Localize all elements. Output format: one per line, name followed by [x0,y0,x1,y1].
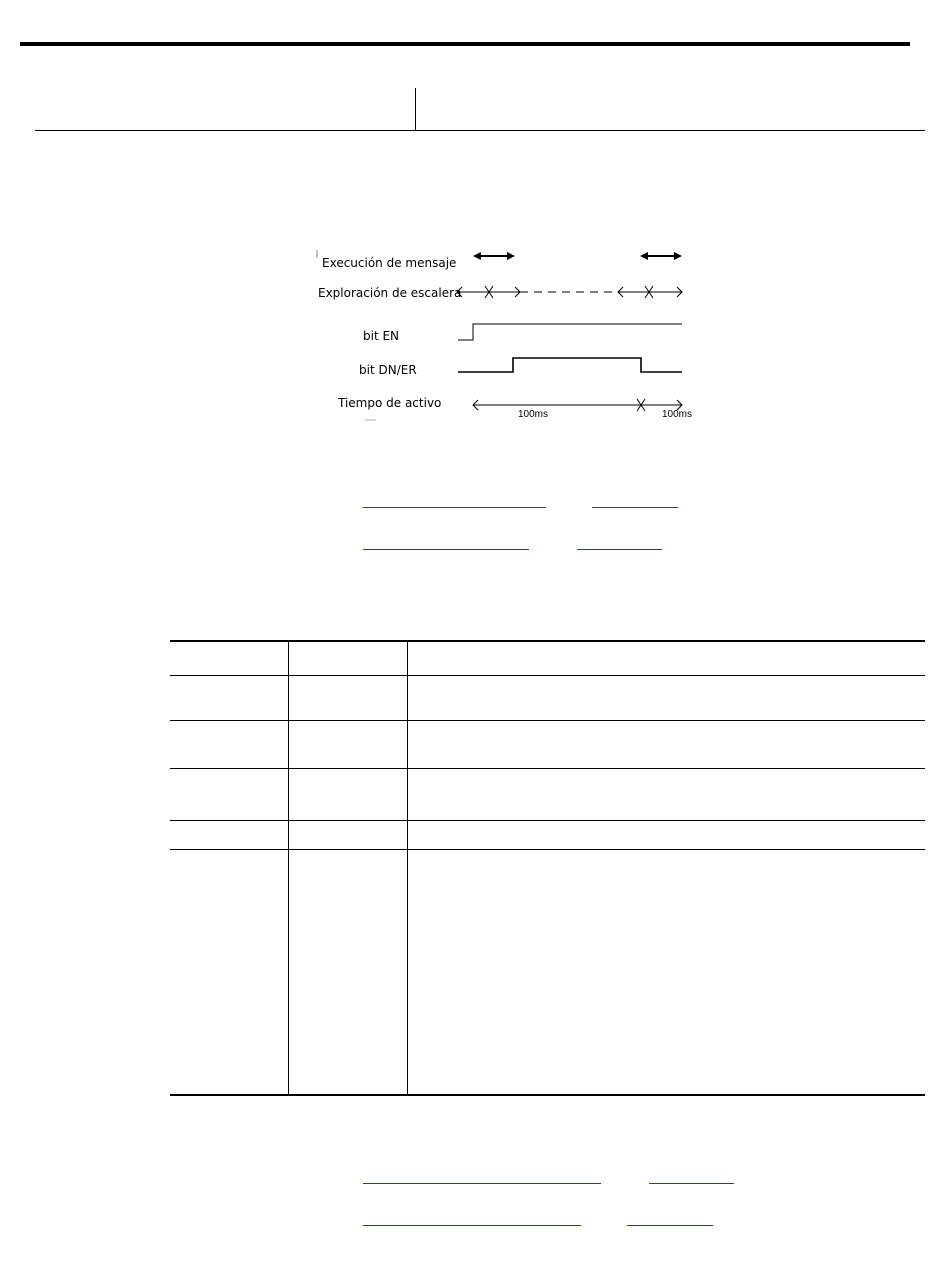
header-bottom-rule [35,130,925,131]
table-cell [289,849,408,1095]
message-execution-arrow-1 [473,252,515,260]
table-cell [408,641,926,675]
ladder-scan-label: Exploración de escalera [318,286,462,300]
page-reference-link[interactable] [627,1225,713,1226]
cross-reference-link[interactable] [363,1225,581,1226]
active-time-tick-label: 100ms [662,409,693,420]
en-bit-waveform [458,324,682,340]
table-cell [170,849,289,1095]
active-time-line [473,399,682,411]
header-divider [415,88,416,131]
parameter-table [170,640,925,1096]
cross-reference-link[interactable] [363,1183,601,1184]
table-cell [289,675,408,720]
table-row [170,849,925,1095]
dn-er-bit-waveform [458,358,682,372]
table-cell [408,675,926,720]
table-cell [408,720,926,768]
table-cell [289,768,408,820]
cross-reference-link[interactable] [363,549,529,550]
cross-reference-link[interactable] [363,507,546,508]
table-header-row [170,641,925,675]
table-cell [408,768,926,820]
message-execution-arrow-2 [640,252,682,260]
table-cell [170,641,289,675]
table-cell [289,820,408,849]
timing-diagram [310,240,710,430]
page-top-rule [20,42,910,46]
table-cell [289,720,408,768]
table-cell [170,675,289,720]
table-cell [289,641,408,675]
message-execution-label: Execución de mensaje [322,256,457,270]
active-time-label: Tiempo de activo [338,396,442,410]
en-bit-label: bit EN [363,329,400,343]
table-cell [170,820,289,849]
dn-er-bit-label: bit DN/ER [359,363,417,377]
table-row [170,720,925,768]
page-reference-link[interactable] [649,1183,734,1184]
page-reference-link[interactable] [577,549,662,550]
table-cell [408,849,926,1095]
page-reference-link[interactable] [592,507,678,508]
ladder-scan-line [457,286,682,298]
table-cell [170,768,289,820]
table-cell [170,720,289,768]
active-time-tick-label: 100ms [518,409,549,420]
table-row [170,675,925,720]
table-cell [408,820,926,849]
table-row [170,820,925,849]
table-row [170,768,925,820]
